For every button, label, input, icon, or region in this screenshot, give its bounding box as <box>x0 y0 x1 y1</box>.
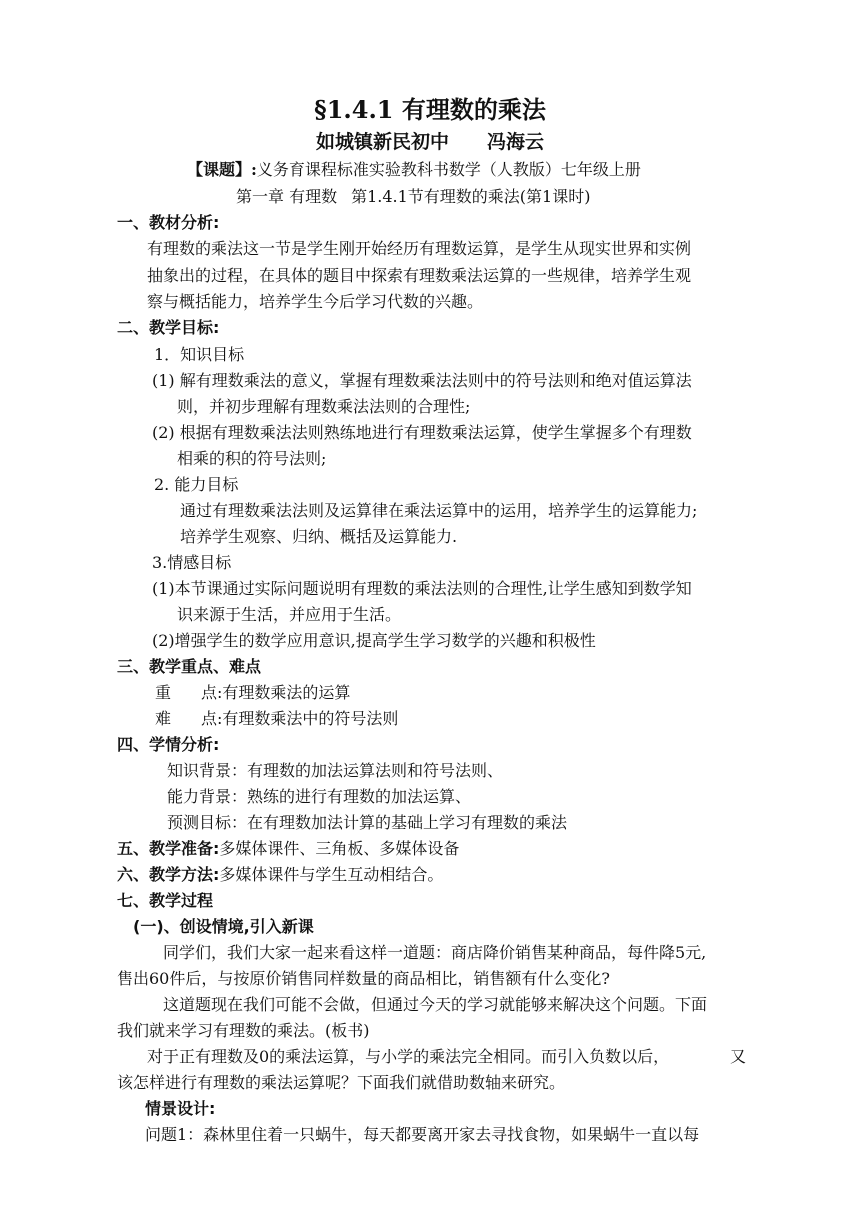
paragraph-line: 我们就来学习有理数的乘法。(板书) <box>117 1021 370 1040</box>
subheading: 2. 能力目标 <box>154 475 239 494</box>
paragraph-line: 预测目标：在有理数加法计算的基础上学习有理数的乘法 <box>167 813 568 832</box>
list-item: (2)增强学生的数学应用意识,提高学生学习数学的兴趣和积极性 <box>152 631 596 650</box>
topic-label: 【课题】: <box>187 160 257 179</box>
key-point-line <box>155 683 350 703</box>
paragraph-line: 对于正有理数及0的乘法运算，与小学的乘法完全相同。而引入负数以后， <box>147 1047 670 1066</box>
paragraph-line: 有理数的乘法这一节是学生刚开始经历有理数运算，是学生从现实世界和实例 <box>147 239 692 258</box>
topic-text: 义务育课程标准实验教科书数学（人教版）七年级上册 <box>256 160 641 179</box>
paragraph-line: 这道题现在我们可能不会做，但通过今天的学习就能够来解决这个问题。下面 <box>163 995 708 1014</box>
key-text: 有理数乘法的运算 <box>222 683 351 702</box>
list-item: (1) 解有理数乘法的意义，掌握有理数乘法法则中的符号法则和绝对值运算法 <box>152 371 692 390</box>
topic-line <box>187 160 641 180</box>
section-heading: 六、教学方法: <box>117 865 220 884</box>
section-heading: 二、教学目标: <box>117 318 220 337</box>
method-line <box>117 865 443 885</box>
list-item-cont: 则，并初步理解有理数乘法法则的合理性; <box>177 397 471 416</box>
section-heading: 七、教学过程 <box>117 891 214 910</box>
difficult-point-line <box>155 709 398 729</box>
subsection-heading: 情景设计: <box>145 1099 216 1118</box>
subheading: 3.情感目标 <box>152 553 232 572</box>
paragraph-line: 问题1：森林里住着一只蜗牛，每天都要离开家去寻找食物，如果蜗牛一直以每 <box>145 1125 700 1144</box>
section-heading: 三、教学重点、难点 <box>117 657 262 676</box>
key-label: 重 <box>155 683 172 702</box>
key-label-suffix: 点: <box>201 683 223 702</box>
list-item-cont: 识来源于生活，并应用于生活。 <box>177 605 402 624</box>
chapter-text: 第一章 有理数 <box>236 187 338 206</box>
difficult-text: 有理数乘法中的符号法则 <box>222 709 399 728</box>
paragraph-line: 同学们，我们大家一起来看这样一道题：商店降价销售某种商品，每件降5元, <box>163 943 707 962</box>
list-item-cont: 相乘的积的符号法则; <box>177 449 327 468</box>
author-school: 如城镇新民初中 <box>315 131 449 153</box>
page-title: §1.4.1 有理数的乘法 <box>314 95 546 124</box>
subheading: 1．知识目标 <box>154 345 245 364</box>
list-item: (2) 根据有理数乘法法则熟练地进行有理数乘法运算，使学生掌握多个有理数 <box>152 423 692 442</box>
prep-text: 多媒体课件、三角板、多媒体设备 <box>219 839 460 858</box>
prep-line <box>117 839 459 859</box>
paragraph-line: 知识背景：有理数的加法运算法则和符号法则、 <box>167 761 504 780</box>
paragraph-line: 能力背景：熟练的进行有理数的加法运算、 <box>167 787 472 806</box>
section-text: 第1.4.1节有理数的乘法(第1课时) <box>351 187 591 206</box>
paragraph-line: 售出60件后，与按原价销售同样数量的商品相比，销售额有什么变化? <box>117 969 610 988</box>
chapter-line <box>236 187 590 207</box>
list-item: (1)本节课通过实际问题说明有理数的乘法法则的合理性,让学生感知到数学知 <box>152 579 692 598</box>
subsection-heading: (一)、创设情境,引入新课 <box>133 917 314 936</box>
section-heading: 五、教学准备: <box>117 839 220 858</box>
author-line <box>0 130 860 154</box>
paragraph-line: 抽象出的过程，在具体的题目中探索有理数乘法运算的一些规律，培养学生观 <box>147 266 692 285</box>
author-name: 冯海云 <box>487 131 545 153</box>
paragraph-line: 培养学生观察、归纳、概括及运算能力. <box>180 527 458 546</box>
difficult-label: 难 <box>155 709 172 728</box>
method-text: 多媒体课件与学生互动相结合。 <box>219 865 444 884</box>
paragraph-line: 察与概括能力，培养学生今后学习代数的兴趣。 <box>147 292 484 311</box>
paragraph-line: 该怎样进行有理数的乘法运算呢？下面我们就借助数轴来研究。 <box>117 1073 566 1092</box>
paragraph-line: 通过有理数乘法法则及运算律在乘法运算中的运用，培养学生的运算能力; <box>180 501 698 520</box>
section-heading: 一、教材分析: <box>117 213 220 232</box>
paragraph-line-end: 又 <box>730 1047 747 1066</box>
section-heading: 四、学情分析: <box>117 735 220 754</box>
difficult-label-suffix: 点: <box>201 709 223 728</box>
